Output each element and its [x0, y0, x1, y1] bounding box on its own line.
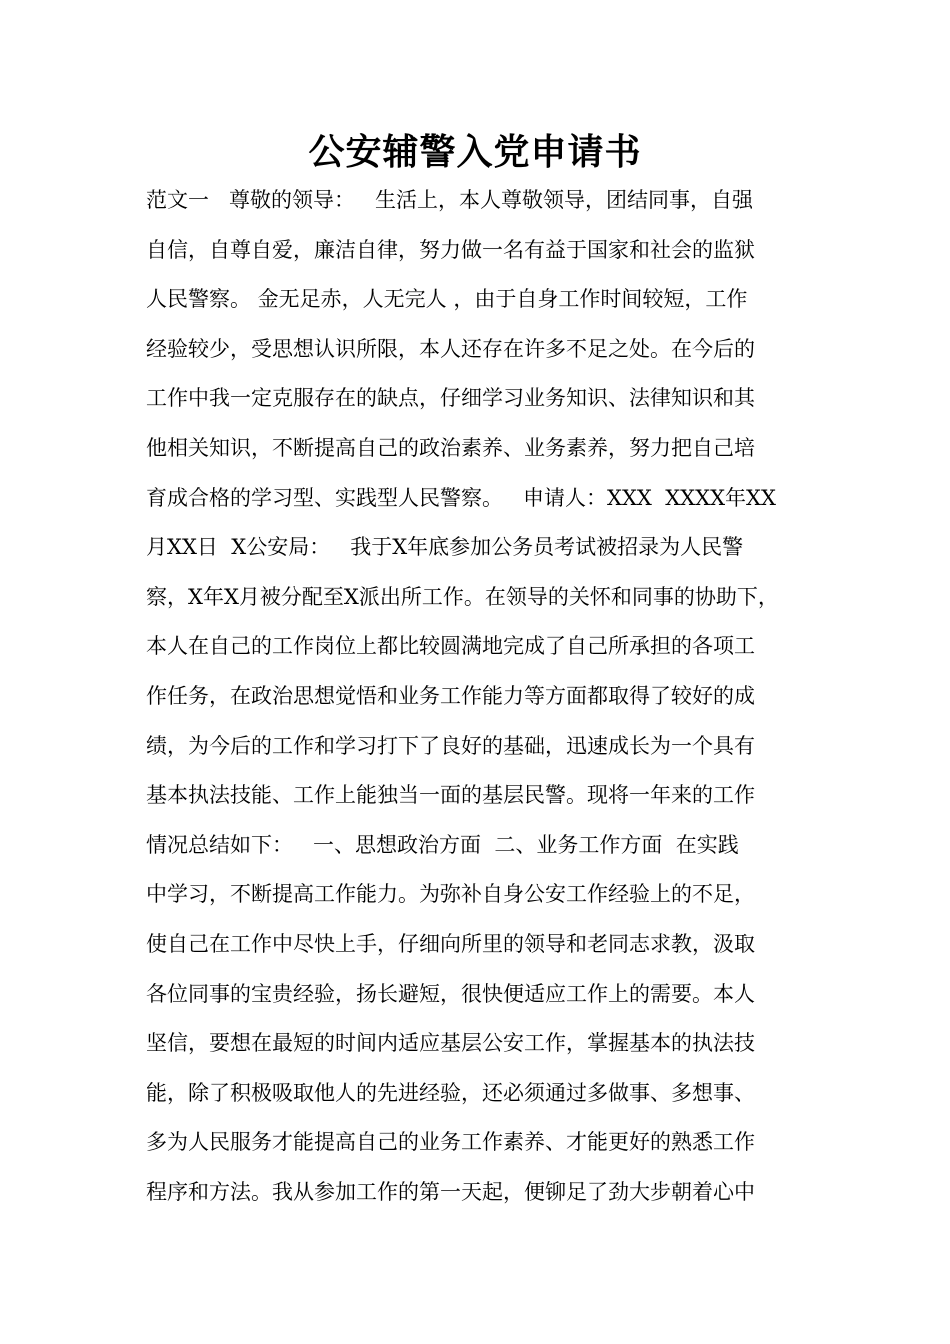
body-line: 人民警察。 金无足赤，人无完人 ，由于自身工作时间较短，工作: [146, 287, 748, 312]
body-line: 情况总结如下： 一、思想政治方面 二、业务工作方面 在实践: [146, 832, 739, 857]
document-body: [146, 176, 812, 1217]
body-line: 绩，为今后的工作和学习打下了良好的基础，迅速成长为一个具有: [146, 733, 755, 758]
body-line: 经验较少，受思想认识所限，本人还存在许多不足之处。在今后的: [146, 336, 755, 361]
body-line: 能，除了积极吸取他人的先进经验，还必须通过多做事、多想事、: [146, 1080, 755, 1105]
document-title: 公安辅警入党申请书: [308, 132, 642, 173]
body-line: 作任务，在政治思想觉悟和业务工作能力等方面都取得了较好的成: [146, 683, 755, 708]
body-line: 本人在自己的工作岗位上都比较圆满地完成了自己所承担的各项工: [146, 634, 755, 659]
body-line: 多为人民服务才能提高自己的业务工作素养、才能更好的熟悉工作: [146, 1130, 755, 1155]
body-line: 他相关知识，不断提高自己的政治素养、业务素养，努力把自己培: [146, 435, 755, 460]
body-line: 察，X年X月被分配至X派出所工作。在领导的关怀和同事的协助下，: [146, 584, 779, 609]
body-line: 工作中我一定克服存在的缺点，仔细学习业务知识、法律知识和其: [146, 386, 755, 411]
body-line: 中学习，不断提高工作能力。为弥补自身公安工作经验上的不足，: [146, 882, 755, 907]
body-line: 育成合格的学习型、实践型人民警察。 申请人：XXX XXXX年XX: [146, 485, 776, 510]
body-line: 月XX日 X公安局： 我于X年底参加公务员考试被招录为人民警: [146, 535, 744, 560]
body-line: 基本执法技能、工作上能独当一面的基层民警。现将一年来的工作: [146, 783, 755, 808]
body-line: 程序和方法。我从参加工作的第一天起，便铆足了劲大步朝着心中: [146, 1179, 755, 1204]
body-line: 坚信，要想在最短的时间内适应基层公安工作，掌握基本的执法技: [146, 1031, 755, 1056]
body-line: 自信，自尊自爱，廉洁自律，努力做一名有益于国家和社会的监狱: [146, 237, 755, 262]
body-line: 使自己在工作中尽快上手，仔细向所里的领导和老同志求教，汲取: [146, 931, 755, 956]
body-line: 各位同事的宝贵经验，扬长避短，很快便适应工作上的需要。本人: [146, 981, 755, 1006]
body-line: 范文一 尊敬的领导： 生活上，本人尊敬领导，团结同事，自强: [146, 188, 754, 212]
